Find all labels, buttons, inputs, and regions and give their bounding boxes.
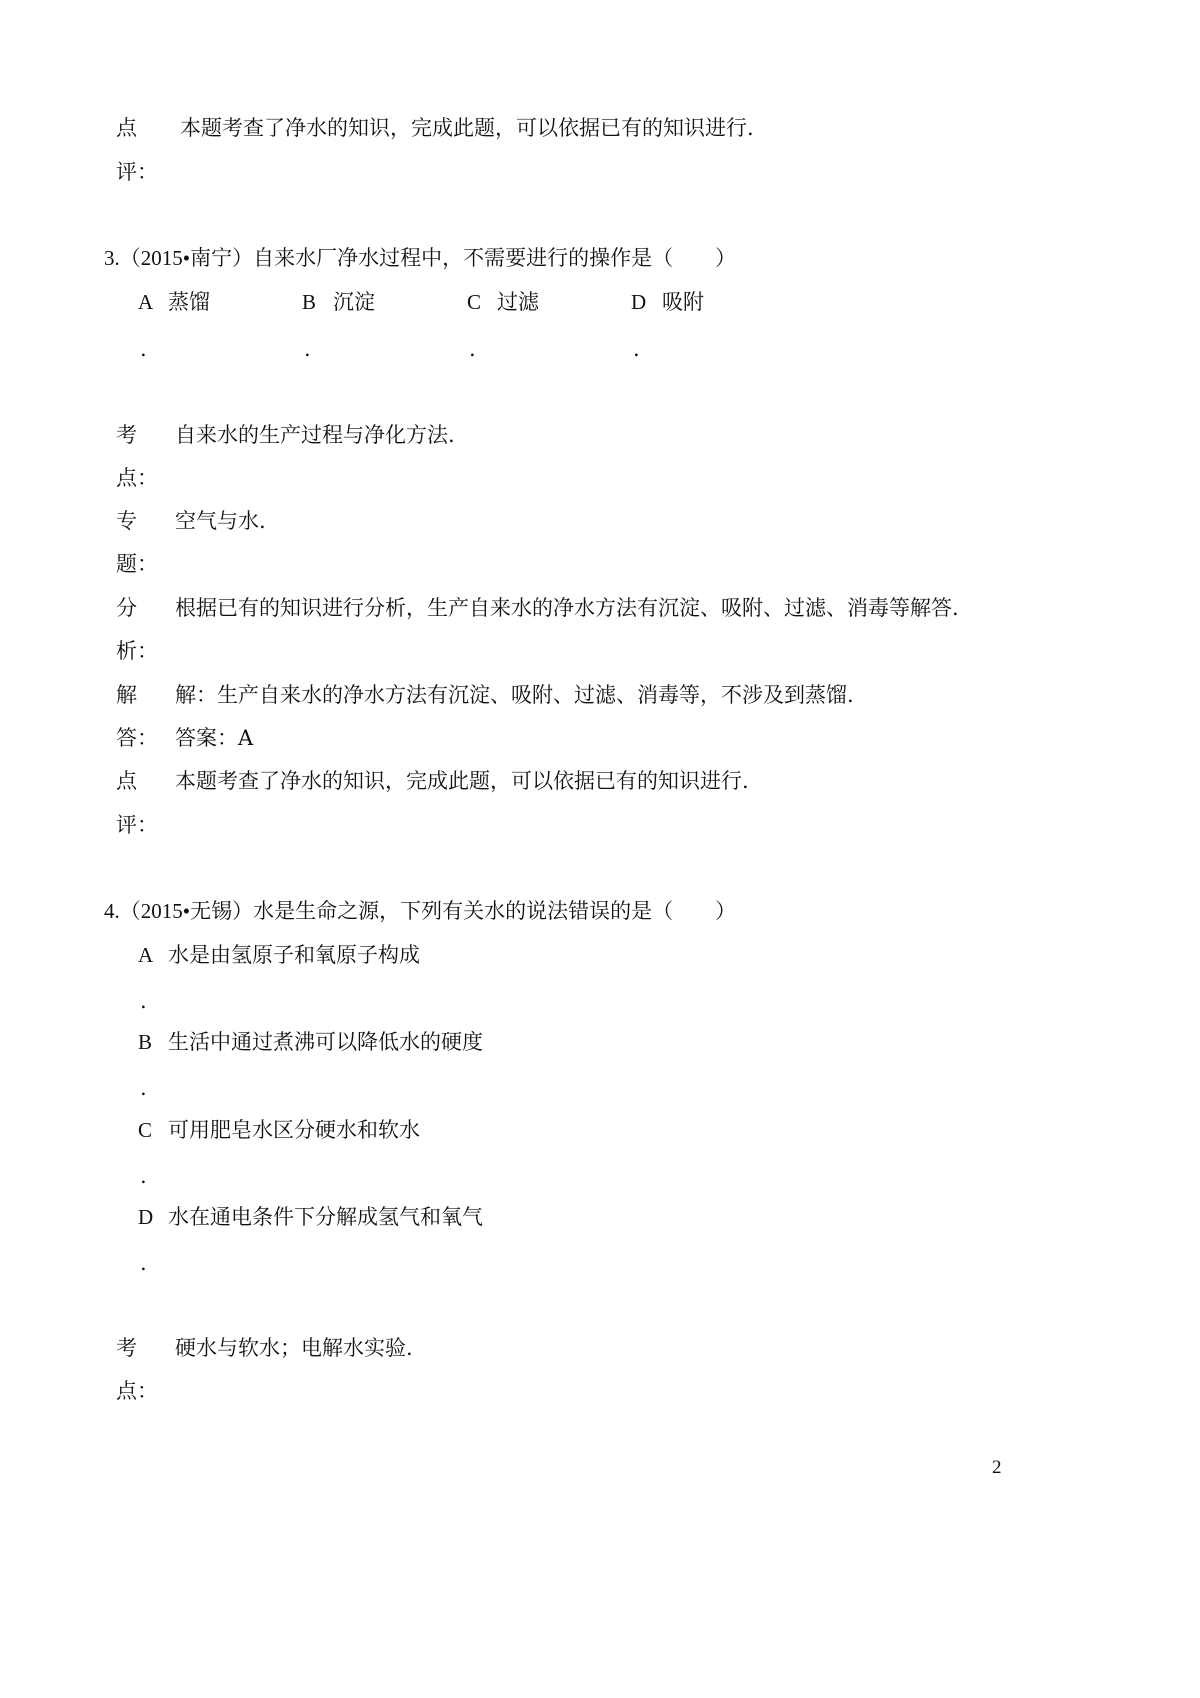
option-letter: D xyxy=(631,290,647,314)
comment-label-top: 点 xyxy=(116,116,137,140)
option-dot: . xyxy=(140,1076,147,1100)
option-letter: D xyxy=(138,1205,154,1229)
analysis-text: 答案：A xyxy=(175,726,254,750)
comment-text: 本题考查了净水的知识，完成此题，可以依据已有的知识进行. xyxy=(180,116,754,140)
question-3-stem: 3.（2015•南宁）自来水厂净水过程中，不需要进行的操作是（ ） xyxy=(104,246,737,270)
option-letter: A xyxy=(138,290,154,314)
option-text: 吸附 xyxy=(662,290,704,314)
analysis-label: 点： xyxy=(116,1379,158,1403)
question-4-stem: 4.（2015•无锡）水是生命之源，下列有关水的说法错误的是（ ） xyxy=(104,899,737,923)
analysis-text: 本题考查了净水的知识，完成此题，可以依据已有的知识进行. xyxy=(175,769,749,793)
option-text: 生活中通过煮沸可以降低水的硬度 xyxy=(168,1030,483,1054)
analysis-label: 分 xyxy=(116,596,137,620)
option-dot: . xyxy=(304,337,311,361)
option-dot: . xyxy=(469,337,476,361)
analysis-text: 空气与水. xyxy=(175,509,266,533)
option-letter: C xyxy=(138,1118,153,1142)
option-text: 蒸馏 xyxy=(168,290,210,314)
analysis-label: 点： xyxy=(116,466,158,490)
option-dot: . xyxy=(140,1164,147,1188)
option-dot: . xyxy=(140,337,147,361)
analysis-label: 点 xyxy=(116,769,137,793)
option-text: 水是由氢原子和氧原子构成 xyxy=(168,943,420,967)
option-letter: A xyxy=(138,943,154,967)
analysis-text: 根据已有的知识进行分析，生产自来水的净水方法有沉淀、吸附、过滤、消毒等解答. xyxy=(175,596,959,620)
option-dot: . xyxy=(140,1251,147,1275)
analysis-label: 析： xyxy=(116,639,158,663)
analysis-label: 专 xyxy=(116,509,137,533)
analysis-label: 题： xyxy=(116,552,158,576)
option-text: 水在通电条件下分解成氢气和氧气 xyxy=(168,1205,483,1229)
option-dot: . xyxy=(633,337,640,361)
option-text: 过滤 xyxy=(497,290,539,314)
page-number: 2 xyxy=(992,1457,1002,1478)
analysis-label: 考 xyxy=(116,1336,137,1360)
comment-label-bottom: 评： xyxy=(116,160,158,184)
analysis-text: 硬水与软水；电解水实验. xyxy=(175,1336,413,1360)
option-letter: B xyxy=(302,290,317,314)
option-letter: B xyxy=(138,1030,153,1054)
option-text: 沉淀 xyxy=(333,290,375,314)
analysis-label: 答： xyxy=(116,726,158,750)
analysis-text: 解：生产自来水的净水方法有沉淀、吸附、过滤、消毒等，不涉及到蒸馏. xyxy=(175,683,854,707)
analysis-label: 解 xyxy=(116,683,137,707)
option-dot: . xyxy=(140,989,147,1013)
analysis-label: 评： xyxy=(116,813,158,837)
option-text: 可用肥皂水区分硬水和软水 xyxy=(168,1118,420,1142)
analysis-label: 考 xyxy=(116,423,137,447)
option-letter: C xyxy=(467,290,482,314)
analysis-text: 自来水的生产过程与净化方法. xyxy=(175,423,455,447)
